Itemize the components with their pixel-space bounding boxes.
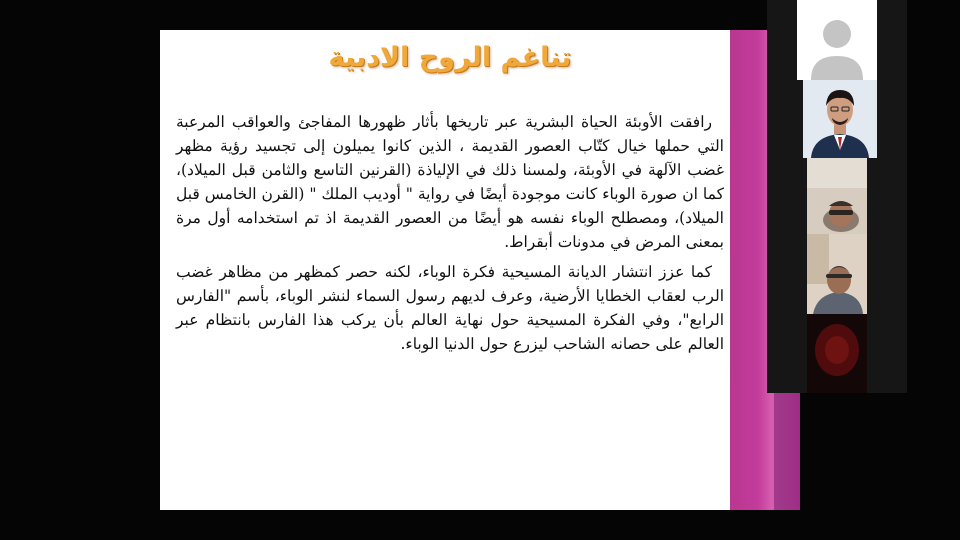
slide-paragraph-2: كما عزز انتشار الديانة المسيحية فكرة الوباء، لكنه حصر كمظهر من مظاهر غضب الرب لعقاب الخطايا الأرضية، وعرف لديهم رسول السماء لنشر الوباء، بأسم "الفارس الرابع"، وفي الفكرة المسيحية حول نهاية العالم بأن يركب هذا الفارس بانتظام عبر العالم على حصانه الشاحب ليزرع حول الدنيا الوباء. xyxy=(176,263,724,353)
speaker-video-icon xyxy=(803,80,877,158)
participant-tile-5[interactable] xyxy=(807,314,867,393)
participant-tile-2[interactable] xyxy=(803,80,877,158)
participant-video-icon xyxy=(807,158,867,234)
participant-video-icon xyxy=(807,314,867,393)
participant-video-icon xyxy=(807,234,867,314)
user-silhouette-icon xyxy=(797,0,877,80)
slide-title: تناغم الروح الادبية xyxy=(328,42,572,73)
participant-tile-1[interactable] xyxy=(797,0,877,80)
participant-tile-4[interactable] xyxy=(807,234,867,314)
slide-body xyxy=(176,110,724,500)
slide-paragraph-1: رافقت الأوبئة الحياة البشرية عبر تاريخها بأثار ظهورها المفاجئ والعواقب المرعبة التي حملها خيال كتّاب العصور القديمة ، الذين كانوا يميلون إلى تجسيد رؤية مظهر غضب الآلهة في الأوبئة، ولمسنا ذلك في الإلياذة (القرنين التاسع والثامن قبل الميلاد)، كما ان صورة الوباء كانت موجودة أيضًا في رواية " أوديب الملك " (القرن الخامس قبل الميلاد)، ومصطلح الوباء نفسه هو أيضًا من العصور القديمة اذ تم استخدامه أول مرة بمعنى المرض في مدونات أبقراط. xyxy=(176,113,724,251)
participant-tile-3[interactable] xyxy=(807,158,867,234)
